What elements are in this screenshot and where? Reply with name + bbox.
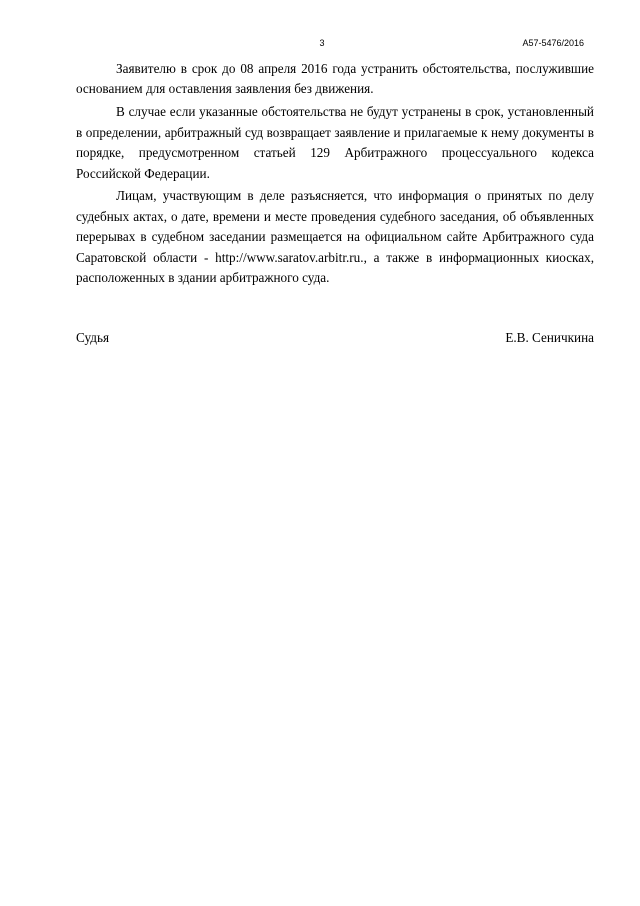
page-number: 3 xyxy=(319,38,325,48)
signature-role: Судья xyxy=(76,330,110,345)
document-body xyxy=(76,59,594,291)
signature-name: Е.В. Сеничкина xyxy=(505,330,594,345)
paragraph-information-notice: Лицам, участвующим в деле разъясняется, что информация о принятых по делу судебных актах, о дате, времени и месте проведения судебного заседания, об объявленных перерывах в судебном заседании размещается на официальном сайте Арбитражного суда Саратовской области - http://www.saratov.arbitr.ru., а также в информационных киосках, расположенных в здании арбитражного суда. xyxy=(76,188,594,286)
paragraph-return-notice: В случае если указанные обстоятельства не будут устранены в срок, установленный в определении, арбитражный суд возвращает заявление и прилагаемые к нему документы в порядке, предусмотренном статьей 129 Арбитражного процессуального кодекса Российской Федерации. xyxy=(76,104,594,181)
case-number: А57-5476/2016 xyxy=(522,38,584,48)
paragraph-deadline: Заявителю в срок до 08 апреля 2016 года устранить обстоятельства, послужившие основанием для оставления заявления без движения. xyxy=(76,61,594,97)
